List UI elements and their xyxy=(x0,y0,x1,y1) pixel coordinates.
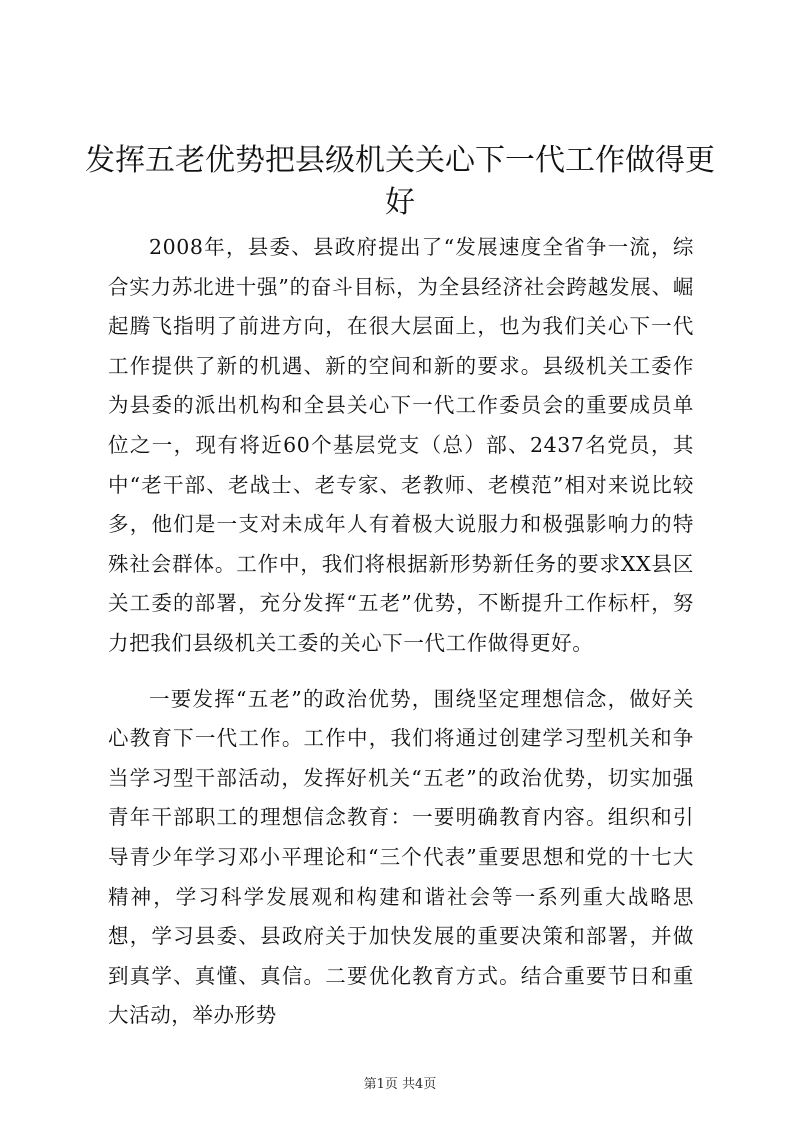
document-title: 发挥五老优势把县级机关关心下一代工作做得更好 xyxy=(85,143,715,220)
paragraph-political-advantage: 一要发挥“五老”的政治优势，围绕坚定理想信念，做好关心教育下一代工作。工作中，我们将通过创建学习型机关和争当学习型干部活动，发挥好机关“五老”的政治优势，切实加强青年干部职工的理想信念教育：一要明确教育内容。组织和引导青少年学习邓小平理论和“三个代表”重要思想和党的十七大精神，学习科学发展观和构建和谐社会等一系列重大战略思想，学习县委、县政府关于加快发展的重要决策和部署，并做到真学、真懂、真信。二要优化教育方式。结合重要节日和重大活动，举办形势 xyxy=(108,686,694,1028)
document-body xyxy=(108,228,694,1052)
page-footer: 第1页 共4页 xyxy=(363,1077,437,1092)
paragraph-intro: 2008年，县委、县政府提出了“发展速度全省争一流，综合实力苏北进十强”的奋斗目标，为全县经济社会跨越发展、崛起腾飞指明了前进方向，在很大层面上，也为我们关心下一代工作提供了新的机遇、新的空间和新的要求。县级机关工委作为县委的派出机构和全县关心下一代工作委员会的重要成员单位之一，现有将近60个基层党支（总）部、2437名党员，其中“老干部、老战士、老专家、老教师、老模范”相对来说比较多，他们是一支对未成年人有着极大说服力和极强影响力的特殊社会群体。工作中，我们将根据新形势新任务的要求XX县区关工委的部署，充分发挥“五老”优势，不断提升工作标杆，努力把我们县级机关工委的关心下一代工作做得更好。 xyxy=(108,235,694,655)
